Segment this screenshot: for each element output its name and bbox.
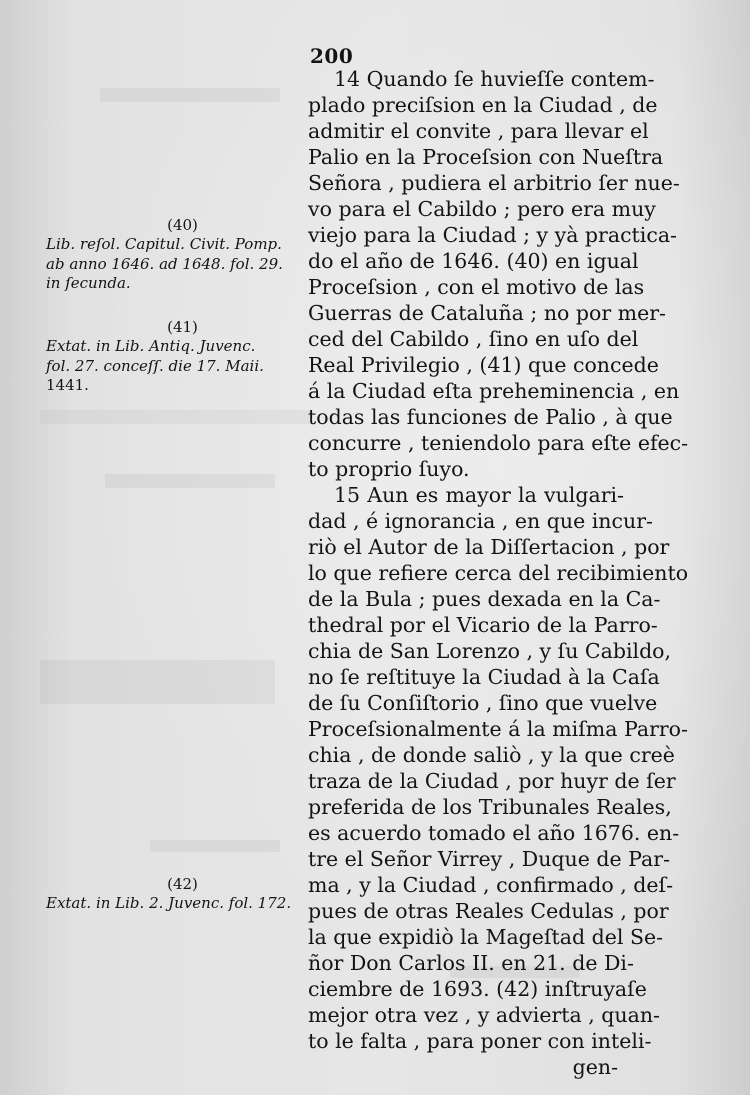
note-line: ab anno 1646. ad 1648. fol. 29. <box>46 254 283 273</box>
text-line: admitir el convite , para llevar el <box>308 119 649 143</box>
text-line: es acuerdo tomado el año 1676. en- <box>308 821 680 845</box>
note-line: Lib. reſol. Capitul. Civit. Pomp. <box>46 235 282 253</box>
text-line: to le falta , para poner con inteli- <box>308 1029 652 1053</box>
text-line: do el año de 1646. (40) en igual <box>308 249 639 273</box>
note-mark: (42) <box>167 875 198 893</box>
text-line: la que expidiò la Mageſtad del Se- <box>308 925 664 949</box>
marginal-note-42 <box>46 875 291 914</box>
text-line: pues de otras Reales Cedulas , por <box>308 899 669 923</box>
show-through-smudge <box>40 660 275 704</box>
show-through-smudge <box>150 840 280 852</box>
note-mark: (40) <box>167 216 198 234</box>
text-line: Real Privilegio , (41) que concede <box>308 353 659 377</box>
show-through-smudge <box>40 410 310 424</box>
text-line: preferida de los Tribunales Reales, <box>308 795 672 819</box>
text-line: no ſe reſtituye la Ciudad à la Caſa <box>308 665 660 689</box>
text-line: vo para el Cabildo ; pero era muy <box>308 197 656 221</box>
note-line: Extat. in Lib. Antiq. Juvenc. <box>46 337 256 355</box>
text-line: 15 Aun es mayor la vulgari- <box>334 483 624 507</box>
text-line: ced del Cabildo , ſino en uſo del <box>308 327 639 351</box>
text-line: tre el Señor Virrey , Duque de Par- <box>308 847 670 871</box>
text-line: mejor otra vez , y advierta , quan- <box>308 1003 660 1027</box>
show-through-smudge <box>100 88 280 102</box>
note-line: fol. 27. conceſſ. die 17. Maii. <box>46 356 264 375</box>
text-line: dad , é ignorancia , en que incur- <box>308 509 653 533</box>
text-line: ñor Don Carlos II. en 21. de Di- <box>308 951 634 975</box>
text-line: chia , de donde saliò , y la que creè <box>308 743 675 767</box>
note-line: 1441. <box>46 376 89 394</box>
text-line: Proceſsion , con el motivo de las <box>308 275 645 299</box>
text-line: de ſu Conſiſtorio , ſino que vuelve <box>308 691 658 715</box>
text-line: viejo para la Ciudad ; y yà practica- <box>308 223 677 247</box>
text-line: Guerras de Cataluña ; no por mer- <box>308 301 666 325</box>
catchword: gen- <box>572 1055 618 1079</box>
text-line: á la Ciudad eſta preheminencia , en <box>308 379 680 403</box>
note-mark: (41) <box>167 318 198 336</box>
text-line: traza de la Ciudad , por huyr de ſer <box>308 769 676 793</box>
text-line: plado preciſsion en la Ciudad , de <box>308 93 658 117</box>
text-line: thedral por el Vicario de la Parro- <box>308 613 658 637</box>
text-line: ma , y la Ciudad , confirmado , deſ- <box>308 873 674 897</box>
text-line: de la Bula ; pues dexada en la Ca- <box>308 587 661 611</box>
text-line: riò el Autor de la Diſſertacion , por <box>308 535 670 559</box>
text-line: Palio en la Proceſsion con Nueſtra <box>308 145 664 169</box>
text-line: todas las funciones de Palio , à que <box>308 405 673 429</box>
marginal-note-40 <box>46 216 291 294</box>
show-through-smudge <box>105 474 275 488</box>
marginal-note-41 <box>46 318 291 396</box>
page-number: 200 <box>310 44 354 68</box>
text-line: lo que refiere cerca del recibimiento <box>308 561 689 585</box>
text-line: Señora , pudiera el arbitrio ſer nue- <box>308 171 680 195</box>
text-line: concurre , teniendolo para eſte efec- <box>308 431 689 455</box>
text-line: ciembre de 1693. (42) inſtruyaſe <box>308 977 647 1001</box>
text-line: 14 Quando ſe huvieſſe contem- <box>334 67 655 91</box>
main-text-column <box>308 66 689 1080</box>
note-line: in ſecunda. <box>46 274 131 292</box>
text-line: chia de San Lorenzo , y ſu Cabildo, <box>308 639 672 663</box>
text-line: to proprio ſuyo. <box>308 457 470 481</box>
text-line: Proceſsionalmente á la miſma Parro- <box>308 717 688 741</box>
note-line: Extat. in Lib. 2. Juvenc. fol. 172. <box>46 894 292 912</box>
